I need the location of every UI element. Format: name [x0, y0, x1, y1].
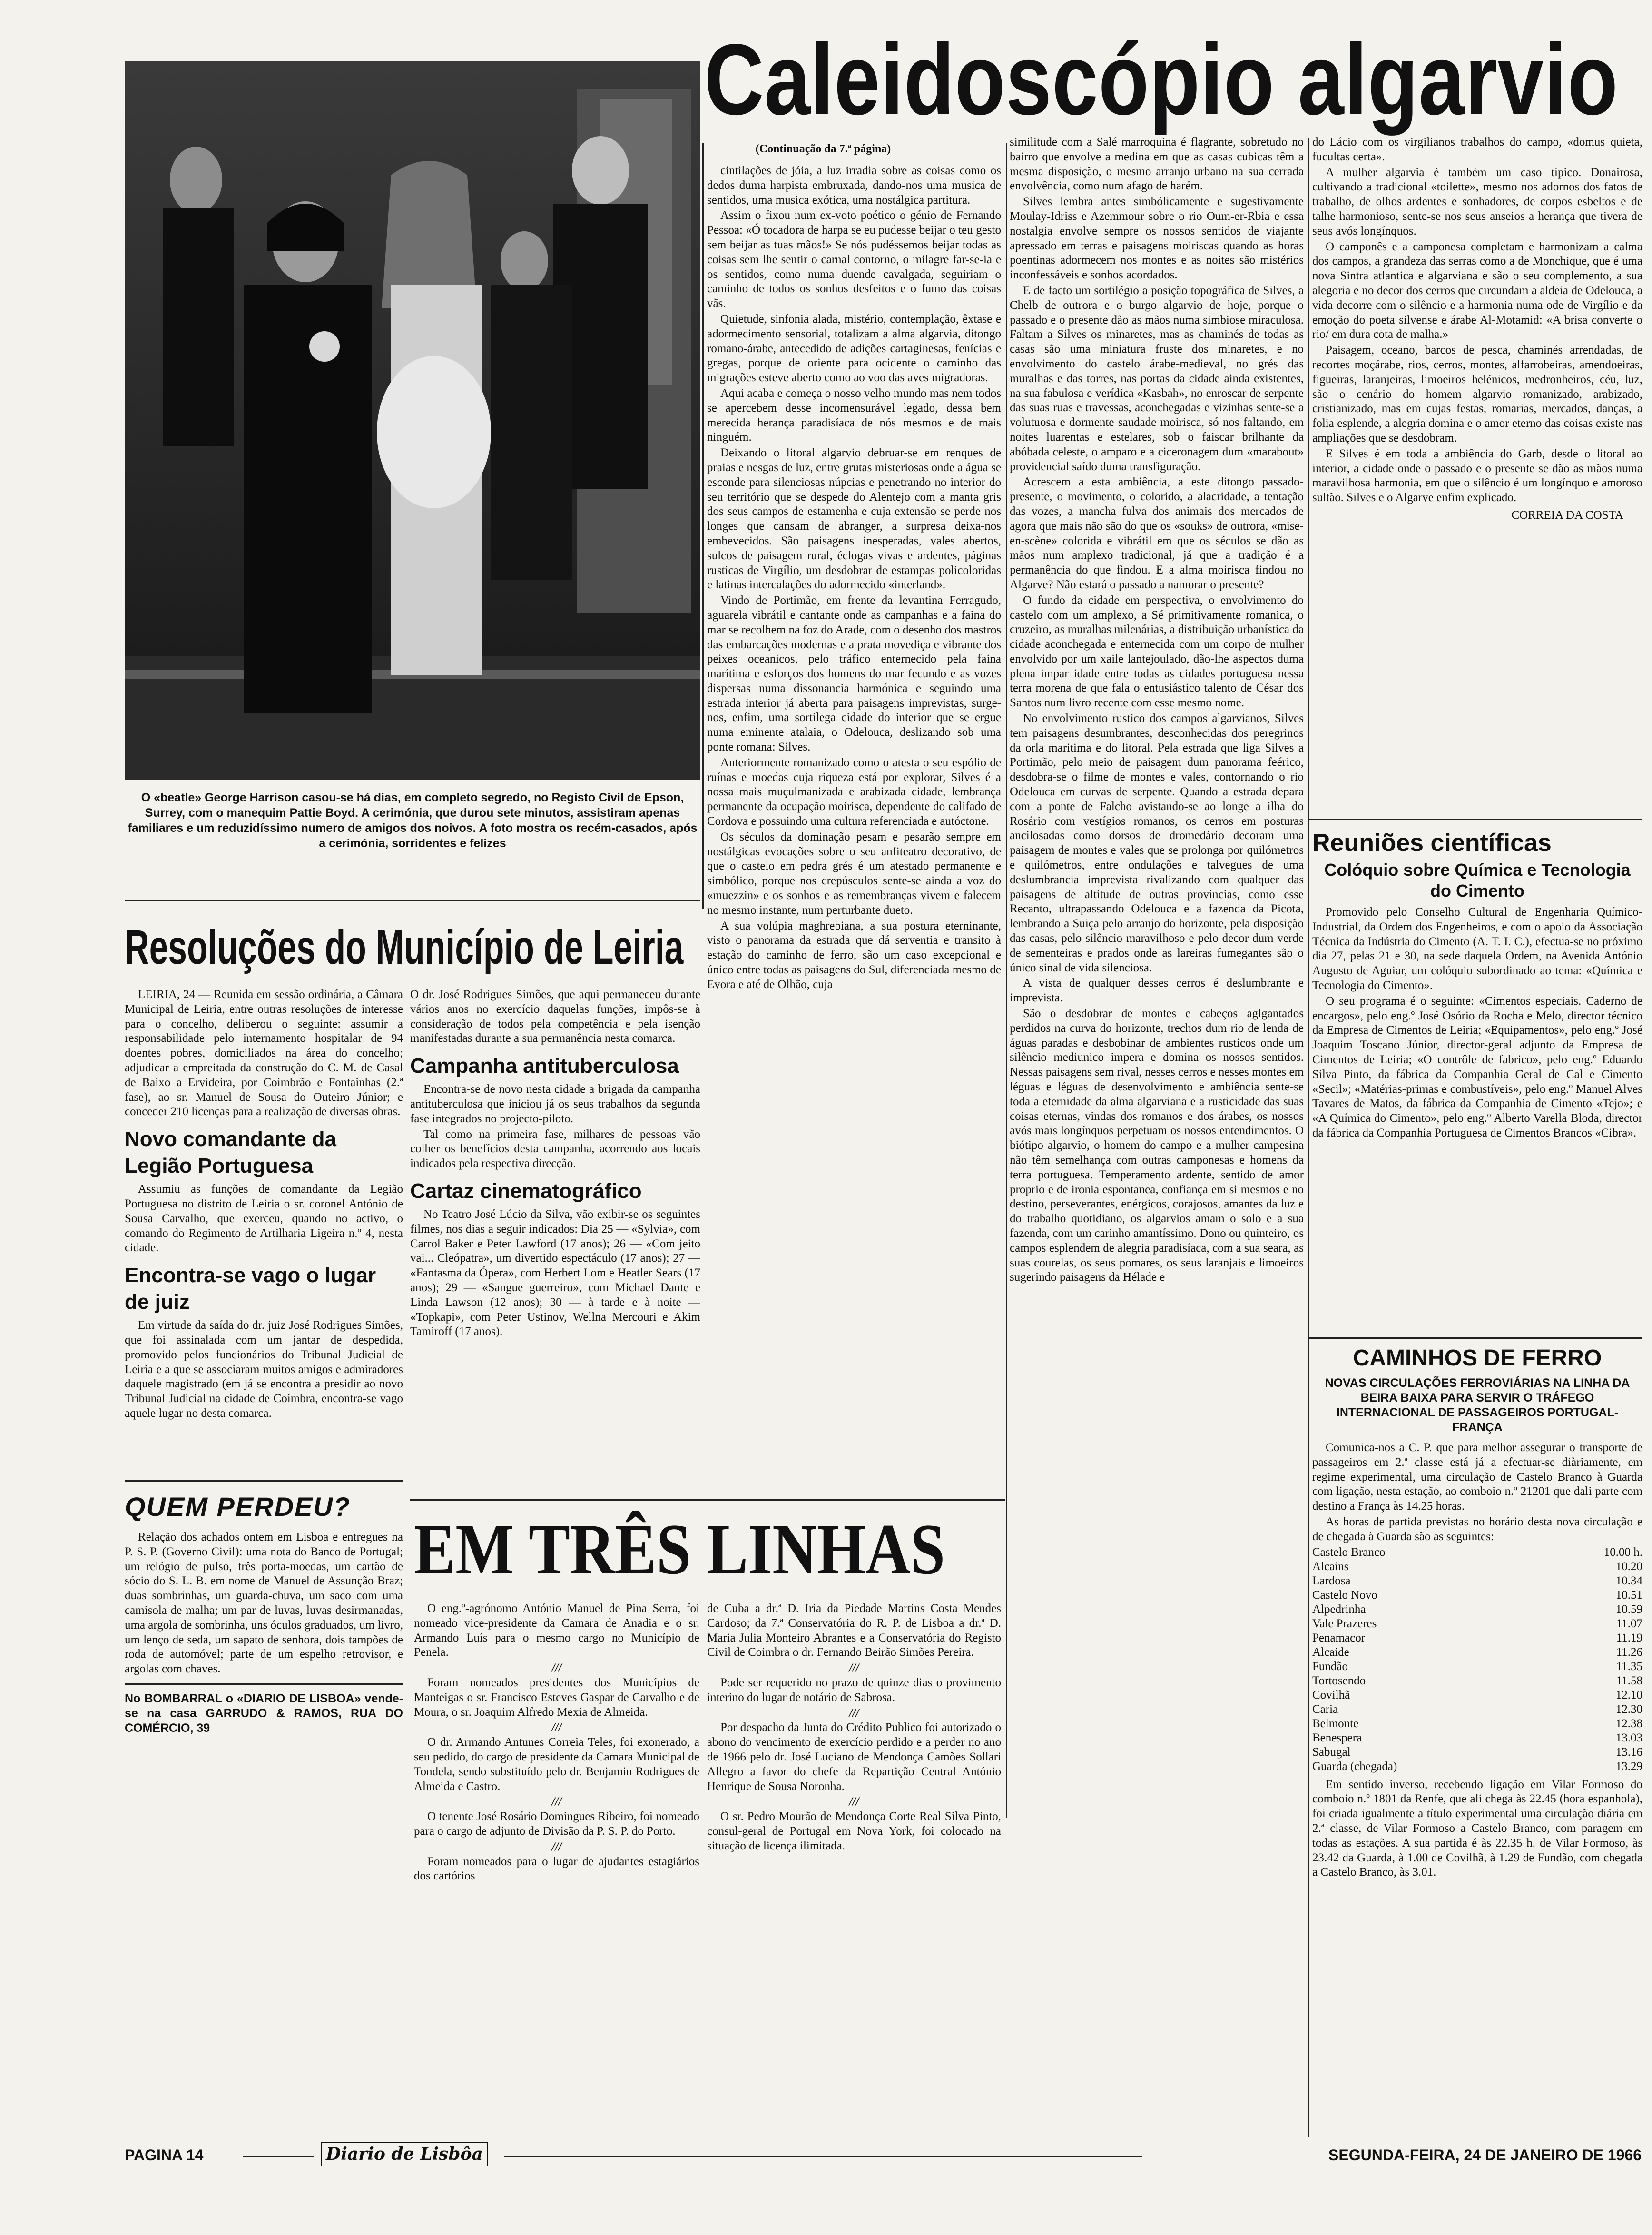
tres-c2-p3: Por despacho da Junta do Crédito Publico foi autorizado o abono do vencimento de exercício perdido e a perder no ano de 1966 pelo dr. José Luciano de Mendonça Camões Sollari Allegro a favor do chefe da Repartição Central António Henrique de Sousa Noronha. [707, 1721, 1001, 1793]
tres-separator-5: /// [849, 1661, 859, 1675]
leiria-sub-campanha: Campanha antituberculosa [410, 1054, 679, 1078]
caleido-c1-p5: Deixando o litoral algarvio debruar-se em renques de praias e nesgas de luz, entre grutas misteriosas onde a água se esconde para silenciosas núpcias e penetrando no interior do seu território que se despede do Alentejo com a manta gris dos seus campos de estamenha e cuja extensão se perde nos longes que cansam de abranger, a surpresa deixa-nos embevecidos. São paisagens inesperadas, vales abertos, sulcos de paisagem rural, éclogas vivas e ardentes, páginas rusticas de Virgílio, um desdobrar de estampas policoloridas e latinas intercalações do adormecido «interland». [707, 446, 1001, 592]
continuation-note: (Continuação da 7.ª página) [755, 143, 891, 155]
rule-col-a [1006, 143, 1007, 1818]
caleido-c1-p3: Quietude, sinfonia alada, mistério, contemplação, êxtase e adormecimento sensorial, totalizam a alma algarvia, ditongo romano-árabe, antecedido de adições cartaginesas, fenícias e gregas, porque de oriente para ocidente o caminho das migrações esteve aberto como ao voo das aves migradoras. [707, 312, 1001, 385]
reunioes-title: Reuniões científicas [1312, 829, 1552, 857]
tres-c1-p1: O eng.º-agrónomo António Manuel de Pina Serra, foi nomeado vice-presidente da Camara de Anadia e o sr. Armando Luís para o mesmo cargo no Município de Penela. [414, 1602, 699, 1659]
rule-leiria-top [125, 900, 700, 901]
schedule-time: 12.10 [1615, 1688, 1642, 1701]
schedule-row [1312, 1745, 1642, 1760]
caleido-c3-p2: A mulher algarvia é também um caso típico. Donairosa, cultivando a tradicional «toilette», mesmo nos adornos dos fatos de trabalho, de olhos ardentes e sonhadores, de corpos esbeltos e de talhe harmonioso, sente-se nos seus anseios a herança que tivera de seus avós longínquos. [1312, 166, 1642, 237]
schedule-row [1312, 1617, 1642, 1631]
leiria-p7: No Teatro José Lúcio da Silva, vão exibir-se os seguintes filmes, nos dias a seguir indicados: Dia 25 — «Sylvia», com Carrol Baker e Peter Lawford (17 anos); 26 — «Com jeito vai... Cleópatra», um divertido espectáculo (17 anos); 27 — «Fantasma da Ópera», com Herbert Lom e Heatler Sears (17 anos); 29 — «Sangue guerreiro», com Michael Dante e Linda Lawson (12 anos); 30 — à tarde e à noite — «Topkapi», com Peter Ustinov, Wellna Mercouri e Akim Tamiroff (17 anos). [410, 1207, 700, 1338]
caleido-c2-p5: O fundo da cidade em perspectiva, o envolvimento do castelo com um amplexo, a Sé primitivamente romanica, o cruzeiro, as muralhas milenárias, a distribuição urbanística da cidade aconchegada e enternecida com um corpo de mulher envolvido por um xaile lantejoulado, dão-lhe aspectos duma plena impar idade entre todas as cidades portuguesa nessa terra morena de que fala o entusiástico talento de César dos Santos num livro recente com esse mesmo nome. [1010, 593, 1304, 710]
schedule-station: Guarda (chegada) [1312, 1760, 1397, 1773]
schedule-time: 11.07 [1616, 1617, 1642, 1630]
schedule-station: Lardosa [1312, 1574, 1351, 1587]
schedule-row [1312, 1731, 1642, 1745]
caleido-c1-p8: Os séculos da dominação pesam e pesarão sempre em nostálgicas evocações sobre o seu anfiteatro decorativo, de que o castelo em pedra grés é um atestado permanente e simbólico, porque nos crepúsculos sente-se ainda a voz do «muezzin» e os sonhos e as remembranças vivem e falecem no mesmo instante, num perturbante dueto. [707, 830, 1001, 917]
footer-date: SEGUNDA-FEIRA, 24 DE JANEIRO DE 1966 [1328, 2146, 1642, 2164]
schedule-time: 12.38 [1615, 1717, 1642, 1730]
caleido-c1-p4: Aqui acaba e começa o nosso velho mundo mas nem todos se apercebem desse incomensurável legado, dessa bem merecida herança paradisíaca de nós mesmos e de mais ninguém. [707, 386, 1001, 444]
bombarral-notice: No BOMBARRAL o «DIARIO DE LISBOA» vende-se na casa GARRUDO & RAMOS, RUA DO COMÉRCIO, 39 [125, 1691, 403, 1735]
tres-separator-7: /// [849, 1795, 859, 1809]
schedule-row [1312, 1631, 1642, 1645]
schedule-station: Alcains [1312, 1560, 1349, 1573]
caleido-c1-p6: Vindo de Portimão, em frente da levantina Ferragudo, aguarela vibrátil e cantante onde as campanhas e a faina do mar se recolhem na foz do Arade, com o desenho dos mastros das embarcações modernas e a prata movediça e vibrante dos peixes oceanicos, pelo tráfico enternecido pela faina marítima e esforços dos homens do mar fecundo e as vozes dispersas numa dissonancia harmónica e seguindo uma estrada interior já aberta para paisagens imprevistas, surge-nos, enfim, uma sortilega cidade do interior que se ergue numa eminente atalaia, o Odelouca, deslizando sob uma ponte romana: Silves. [707, 594, 1001, 754]
main-headline-text: Caleidoscópio algarvio [704, 23, 1619, 136]
schedule-row [1312, 1545, 1642, 1560]
caminhos-p3: Em sentido inverso, recebendo ligação em Vilar Formoso do comboio n.º 1801 da Renfe, que ali chega às 22.45 (hora espanhola), foi criada igualmente a título experimental uma circulação diária em 2.ª classe, de Vilar Formoso a Castelo Branco, com paragem em todas as estações. A sua partida é às 22.35 h. de Vilar Formoso, às 23.42 da Guarda, à 1.00 de Covilhã, à 1.29 de Fundão, com chegada a Castelo Branco, às 3.01. [1312, 1778, 1642, 1879]
tres-separator-6: /// [849, 1706, 859, 1720]
caleido-c2-p3: E de facto um sortilégio a posição topográfica de Silves, a Chelb de outrora e o burgo algarvio de hoje, porque o passado e o presente dão as mãos numa simbiose miraculosa. Faltam a Silves os minaretes, mas as chaminés de todas as casas são uma miniatura fruste dos minaretes, e no envolvimento do castelo árabe-medieval, no grés das muralhas e das torres, nas portas da cidade ainda existentes, na sua fabulosa e verídica «Kasbah», no enroscar de serpente das suas ruas e travessas, aconchegadas e vizinhas sente-se a volutuosa e dormente saudade moirisca, só nos faltando, em noites luarentas e estelares, sob o faiscar brilhante da abóbada celeste, o amparo e a ciceronagem dum «marabout» providencial saído duma transfiguração. [1010, 284, 1304, 473]
footer-logo [321, 2142, 488, 2166]
schedule-station: Penamacor [1312, 1631, 1366, 1644]
leiria-headline-text: Resoluções do Município de Leiria [125, 920, 684, 974]
schedule-row [1312, 1702, 1642, 1717]
wedding-photo-image [125, 61, 700, 780]
schedule-station: Belmonte [1312, 1717, 1359, 1730]
schedule-time: 13.03 [1615, 1731, 1642, 1744]
schedule-time: 10.59 [1615, 1602, 1642, 1616]
main-headline [704, 23, 1646, 136]
tres-c1-p2: Foram nomeados presidentes dos Municípios de Manteigas o sr. Francisco Esteves Gaspar de Carvalho e de Moura, o sr. Joaquim Alfredo Mexia de Almeida. [414, 1676, 699, 1719]
quem-perdeu-title: QUEM PERDEU? [125, 1492, 351, 1522]
caleido-c3-p4: Paisagem, oceano, barcos de pesca, chaminés arrendadas, de recortes moçárabe, rios, cerros, montes, alfarrobeiras, amendoeiras, figueiras, laranjeiras, limoeiros helénicos, medronheiros, céu, luz, são o cenário do homem algarvio romanizado, arabizado, cristianizado, mas em cujas festas, romarias, mercados, danças, a folia esplende, a alegria domina e o amor eterno das coisas existe nas ampliações que se desdobram. [1312, 344, 1642, 445]
leiria-p3: Em virtude da saída do dr. juiz José Rodrigues Simões, que foi assinalada com um jantar de despedida, promovido pelos funcionários do Tribunal Judicial de Leiria e a que se associaram muitos amigos e admiradores daquele magistrado (em já se encontra a presidir ao novo Tribunal Judicial na cidade de Coimbra, encontra-se vago aquele lugar no desta comarca. [125, 1319, 403, 1420]
schedule-station: Alcaide [1312, 1645, 1349, 1659]
caminhos-subtitle: NOVAS CIRCULAÇÕES FERROVIÁRIAS NA LINHA DA BEIRA BAIXA PARA SERVIR O TRÁFEGO INTERNACIONAL DE PASSAGEIROS PORTUGAL-FRANÇA [1325, 1376, 1630, 1434]
caleido-c1-p1: cintilações de jóia, a luz irradia sobre as coisas como os dedos duma harpista embruxada, dando-nos uma musica de sentidos, uma musica exótica, uma nostálgica partitura. [707, 164, 1001, 207]
leiria-sub-comandante: Novo comandante da Legião Portuguesa [125, 1127, 336, 1178]
schedule-station: Benespera [1312, 1731, 1362, 1744]
quem-perdeu-section [125, 1480, 403, 2137]
reunioes-section [1312, 828, 1642, 1333]
tres-c1-p3: O dr. Armando Antunes Correia Teles, foi exonerado, a seu pedido, do cargo de presidente da Camara Municipal de Tondela, sendo substituído pelo dr. Benjamin Rodrigues de Almeida e Castro. [414, 1736, 699, 1793]
caleido-c3-p5: E Silves é em toda a ambiência do Garb, desde o litoral ao interior, a cidade onde o passado e o presente se dão as mãos numa maravilhosa harmonia, em que o silêncio é um longínquo e amoroso sultão. Silves e o Algarve enfim explicado. [1312, 447, 1642, 504]
tres-linhas-headline-text: EM TRÊS LINHAS [414, 1509, 945, 1589]
reunioes-p2: O seu programa é o seguinte: «Cimentos especiais. Caderno de encargos», pelo eng.º José Osório da Rocha e Melo, director técnico da Empresa de Cimentos de Leiria; «Equipamentos», pelo eng.º José Joaquim Toscano Júnior, director-geral adjunto da Empresa de Cimentos de Leiria; «O contrôle de fabrico», pelo eng.º Eduardo Silva Pinto, da fábrica da Companhia Geral de Cal e Cimento «Secil»; «Matérias-primas e combustíveis», pelo eng.º Manuel Alves Tavares de Matos, da fábrica da Companhia de Cimento «Tejo»; e «A Química do Cimento», pelo eng.º Alberto Varella Bloda, director da fábrica da Companhia Portuguesa de Cimentos Brancos «Cibra». [1312, 994, 1642, 1139]
leiria-sub-cartaz: Cartaz cinematográfico [410, 1179, 642, 1203]
rule-bombarral [125, 1683, 403, 1685]
footer-page-number: PAGINA 14 [125, 2146, 204, 2164]
schedule-time: 13.16 [1615, 1745, 1642, 1759]
caleido-c1-p7: Anteriormente romanizado como o atesta o seu espólio de ruínas e moedas cuja riqueza está por explorar, Silves é a nossa mais muçulmanizada e arabizada cidade, lembrança permanente da ocupação moirisca, dependente do califado de Cordova e possuindo uma cultura referenciada e autóctone. [707, 756, 1001, 828]
caminhos-p2: As horas de partida previstas no horário desta nova circulação e de chegada à Guarda são as seguintes: [1312, 1515, 1642, 1543]
schedule-time: 11.26 [1616, 1645, 1642, 1659]
leiria-p5: Encontra-se de novo nesta cidade a brigada da campanha antituberculosa que iniciou já os seus trabalhos da segunda fase integrados no projecto-piloto. [410, 1083, 700, 1125]
schedule-time: 10.51 [1615, 1588, 1642, 1602]
reunioes-subtitle: Colóquio sobre Química e Tecnologia do Cimento [1324, 860, 1631, 900]
schedule-time: 10.34 [1615, 1574, 1642, 1587]
rule-quem-perdeu [125, 1480, 403, 1482]
caleido-c2-p6: No envolvimento rustico dos campos algarvianos, Silves tem paisagens desumbrantes, desconhecidas dos peregrinos da orla maritima e do litoral. Pela estrada que liga Silves a Portimão, pelo meio de paisagem dum panorama feérico, desdobra-se o filme de montes e vales, contornando o rio Odelouca em curvas de serpente. Quando a estrada depara com a ponte de Falcho avistando-se ao longe a ilha do Rosário com vestígios romanos, os cerros em posturas ancilosadas como dorsos de dromedário decoram uma paisagem de montes e vales que se prolonga por quilómetros e quilómetros, entre ondulações e talvegues de uma deslumbrancia imprevista rivalizando com qualquer das paisagens de altitude de outras províncias, como esse Recanto, ultrapassando Odelouca e a fazenda da Picota, lembrando a Suiça pelo arranjo do horizonte, pela disposição das casas, pelo silêncio maravilhoso e pelo decor dum verde de sementeiras e prados onde as lareiras fumegantes são o único sinal de vida silenciosa. [1010, 712, 1304, 974]
footer-logo-text: Diario de Lisbôa [326, 2144, 483, 2164]
caleidoscopio-col2 [1010, 135, 1304, 2134]
caminhos-p1: Comunica-nos a C. P. que para melhor assegurar o transporte de passageiros em 2.ª classe está já a efectuar-se diàriamente, em regime experimental, uma circulação de Castelo Branco à Guarda com ligação, nesta estação, ao comboio n.º 21201 que dali parte com destino a França às 14.25 horas. [1312, 1441, 1642, 1513]
leiria-sub-juiz: Encontra-se vago o lugar de juiz [125, 1264, 376, 1314]
caleido-author: CORREIA DA COSTA [1511, 508, 1623, 522]
schedule-time: 10.00 h. [1603, 1545, 1642, 1559]
schedule-row [1312, 1717, 1642, 1731]
schedule-time: 12.30 [1615, 1702, 1642, 1716]
caleido-c2-p8: São o desdobrar de montes e cabeços aglgantados perdidos na curva do horizonte, trechos dum rio de lenda de águas paradas e desbobinar de ambientes rusticos onde um silêncio mediunico impera e domina os nossos sentidos. Nessas paisagens sem rival, nesses cerros e nesses montes em léguas e léguas de desenvolvimento e ambiência sente-se toda a eternidade da alma algarviana e a rusticidade das suas coisas eternas, vindas dos romanos e dos árabes, os nossos avós mais longínquos perpetuam os nossos entendimentos. O biótipo algarvio, o homem do campo e a mulher campesina não têm semelhança com outras camponesas e homens da terra portuguesa. Temperamento ardente, sentido de amor proprio e de ironia espontanea, confiança em si mesmos e no destino, perseverantes, enérgicos, corajosos, amantes da luz e do trabalho quotidiano, os algarvios amam o solo e a sua fazenda, com um carinho amantíssimo. Dono ou quinteiro, os campos esplendem de alegria paradisíaca, com a sua seara, as suas courelas, os seus pomares, os seus laranjais e limoeiros sugerindo paisagens da Hélade e [1010, 1007, 1304, 1284]
schedule-row [1312, 1574, 1642, 1588]
caleido-c2-p2: Silves lembra antes simbólicamente e sugestivamente Moulay-Idriss e Azemmour sobre o rio Oum-er-Rbia e essa nostalgia envolve sempre os nossos sentidos de viajante apressado em terras e paisagens moiriscas quando as horas poentinas adormecem nos montes e as noites são mistérios inconfessáveis e sonhos acordados. [1010, 195, 1304, 282]
schedule-station: Fundão [1312, 1660, 1348, 1673]
leiria-p1: LEIRIA, 24 — Reunida em sessão ordinária, a Câmara Municipal de Leiria, entre outras resoluções de interesse para o concelho, deliberou o seguinte: assumir a responsabilidade pelo internamento hospitalar de 94 doentes pobres, domiciliados na área do concelho; adjudicar a empreitada da construção do C. M. de Casal de Baixo a Ervideira, por Coimbrão e Fontainhas (2.ª fase), ao sr. Manuel de Sousa do Outeiro Júnior; e conceder 210 licenças para a realização de diversas obras. [125, 988, 403, 1118]
wedding-photo [125, 61, 700, 780]
tres-c2-p4: O sr. Pedro Mourão de Mendonça Corte Real Silva Pinto, consul-geral de Portugal em Nova York, foi colocado na situação de licença ilimitada. [707, 1810, 1001, 1852]
tres-separator-3: /// [551, 1795, 562, 1809]
schedule-row [1312, 1560, 1642, 1574]
tres-c1-p4: O tenente José Rosário Domingues Ribeiro, foi nomeado para o cargo de adjunto de Divisão da P. S. P. do Porto. [414, 1810, 699, 1838]
schedule-row [1312, 1660, 1642, 1674]
schedule-station: Caria [1312, 1702, 1338, 1716]
schedule-time: 11.58 [1616, 1674, 1642, 1687]
tres-separator-1: /// [551, 1661, 562, 1675]
schedule-station: Castelo Branco [1312, 1545, 1386, 1559]
footer-rule-middle [504, 2156, 1142, 2157]
leiria-p2: Assumiu as funções de comandante da Legião Portuguesa no distrito de Leiria o sr. coronel António de Sousa Carvalho, que exerceu, quando no activo, o comando do Regimento de Artilharia Ligeira n.º 4, nesta cidade. [125, 1183, 403, 1255]
schedule-row [1312, 1688, 1642, 1702]
schedule-row [1312, 1602, 1642, 1617]
schedule-station: Alpedrinha [1312, 1602, 1366, 1616]
tres-separator-2: /// [551, 1721, 562, 1734]
schedule-time: 11.19 [1616, 1631, 1642, 1644]
schedule-row [1312, 1674, 1642, 1688]
train-schedule [1312, 1545, 1642, 1774]
schedule-station: Vale Prazeres [1312, 1617, 1377, 1630]
quem-perdeu-text: Relação dos achados ontem em Lisboa e entregues na P. S. P. (Governo Civil): uma nota do Banco de Portugal; um relógio de pulso, três porta-moedas, um cartão de sócio do S. L. B. em nome de Manuel de Assunção Braz; duas sombrinhas, um guarda-chuva, um saco com uma camisola de malha; um par de luvas, luvas desirmanadas, uma argola de sombrinha, uns óculos graduados, um livro, um lenço de seda, um sapato de senhora, dois tampões de roda de automóvel; parte de um espelho retrovisor, e argolas com chaves. [125, 1531, 403, 1676]
caminhos-section [1312, 1345, 1642, 2137]
tres-c2-p1: de Cuba a dr.ª D. Iria da Piedade Martins Costa Mendes Cardoso; da 7.ª Conservatória do R. P. de Lisboa a dr.ª D. Maria Julia Monteiro Abrantes e a Conservatória do Registo Civil de Coimbra o dr. Fernando Beirão Simões Pereira. [707, 1602, 1001, 1659]
tres-c1-p5: Foram nomeados para o lugar de ajudantes estagiários dos cartórios [414, 1855, 699, 1883]
rule-col-b [1308, 138, 1309, 2137]
tres-c2-p2: Pode ser requerido no prazo de quinze dias o provimento interino do lugar de notário de Sabrosa. [707, 1676, 1001, 1704]
rule-caminhos-top [1309, 1337, 1642, 1339]
schedule-row [1312, 1645, 1642, 1660]
caleido-c3-p1: do Lácio com os virgilianos trabalhos do campo, «domus quieta, fucultas certa». [1312, 136, 1642, 163]
footer-rule-left [243, 2156, 314, 2157]
caleido-c3-p3: O camponês e a camponesa completam e harmonizam a calma dos campos, a grandeza das serras como a de Monchique, que é uma nova Sintra atlantica e algarviana e são o seu complemento, a sua alegoria e no decor dos cerros que circundam a aldeia de Odelouca, a vida decorre com o silêncio e a harmonia numa ode de Virgílio e da emoção do poeta silvense e árabe Al-Motamid: «A brisa converte o rio/ em dura cota de malha.» [1312, 240, 1642, 341]
leiria-p6: Tal como na primeira fase, milhares de pessoas vão colher os benefícios desta campanha, acorrendo aos locais indicados pela respectiva direcção. [410, 1127, 700, 1170]
caleido-c1-p2: Assim o fixou num ex-voto poético o génio de Fernando Pessoa: «Ó tocadora de harpa se eu pudesse beijar o teu gesto sem beijar as tuas mãos!» Se nós pudéssemos beijar todas as coisas sem lhe sentir o carnal contorno, o milagre far-se-ia e os sentidos, como numa duende cavalgada, seguiriam o caminho de todos os sonhos desfeitos e o fumo das coisas vãs. [707, 209, 1001, 310]
leiria-p4: O dr. José Rodrigues Simões, que aqui permaneceu durante vários anos no exercício daquelas funções, impôs-se à consideração de todos pela competência e pela isenção manifestadas durante a sua permanência nesta comarca. [410, 988, 700, 1045]
caleido-c2-p1: similitude com a Salé marroquina é flagrante, sobretudo no bairro que envolve a medina em que as casas cubicas têm a mesma disposição, o mesmo arranjo urbano na sua cerrada envolvência, como num afago de harém. [1010, 136, 1304, 193]
leiria-col2 [410, 988, 700, 1494]
leiria-col1 [125, 988, 403, 1471]
tres-separator-4: /// [551, 1840, 562, 1853]
caminhos-title: CAMINHOS DE FERRO [1353, 1345, 1602, 1371]
caleido-c1-p9: A sua volúpia maghrebiana, a sua postura eterninante, visto o panorama da estrada que dá serventia e transito à estação do caminho de ferro, são um caso excepcional e único entre todas as paisagens do Sul, diferenciada mesmo de Evora e até de Olhão, cuja [707, 919, 1001, 991]
leiria-headline [125, 919, 700, 976]
tres-linhas-col2 [707, 1602, 1001, 2137]
caleidoscopio-col3 [1312, 135, 1642, 811]
schedule-station: Covilhã [1312, 1688, 1350, 1701]
schedule-station: Castelo Novo [1312, 1588, 1377, 1602]
reunioes-p1: Promovido pelo Conselho Cultural de Engenharia Químico-Industrial, da Ordem dos Engenheiros, e com o apoio da Associação Técnica da Indústria do Cimento (A. T. I. C.), efectua-se no próximo dia 27, pelas 21 e 30, na sede daquela Ordem, na Avenida António Augusto de Aguiar, um colóquio subordinado ao tema: «Química e Tecnologia do Cimento». [1312, 906, 1642, 992]
photo-caption: O «beatle» George Harrison casou-se há dias, em completo segredo, no Registo Civil de Epson, Surrey, com o manequim Pattie Boyd. A cerimónia, que durou sete minutos, assistiram apenas familiares e um reduzidíssimo numero de amigos dos noivos. A foto mostra os recém-casados, após a cerimónia, sorridentes e felizes [128, 791, 698, 850]
rule-right-edge [702, 143, 704, 909]
caleido-c2-p7: A vista de qualquer desses cerros é deslumbrante e imprevista. [1010, 977, 1304, 1005]
tres-linhas-col1 [414, 1602, 699, 2137]
schedule-time: 11.35 [1616, 1660, 1642, 1673]
schedule-time: 13.29 [1615, 1760, 1642, 1773]
schedule-row [1312, 1588, 1642, 1602]
rule-reunioes-top [1309, 819, 1642, 820]
schedule-row [1312, 1760, 1642, 1774]
tres-linhas-headline [414, 1509, 1004, 1590]
schedule-time: 10.20 [1615, 1560, 1642, 1573]
caleido-c2-p4: Acrescem a esta ambiência, a este ditongo passado-presente, o movimento, o colorido, a alacridade, a tentação das vozes, a mancha fulva dos animais dos mercados de agora que mais não são do que os «souks» de outrora, «mise-en-scène» colorida e vibrátil em que os séculos se dão as mãos num amplexo tradicional, já que a tradição é a permanência do que findou. E a alma moirisca findou no Algarve? Não estará o passado a namorar o presente? [1010, 475, 1304, 591]
schedule-station: Sabugal [1312, 1745, 1351, 1759]
schedule-station: Tortosendo [1312, 1674, 1366, 1687]
